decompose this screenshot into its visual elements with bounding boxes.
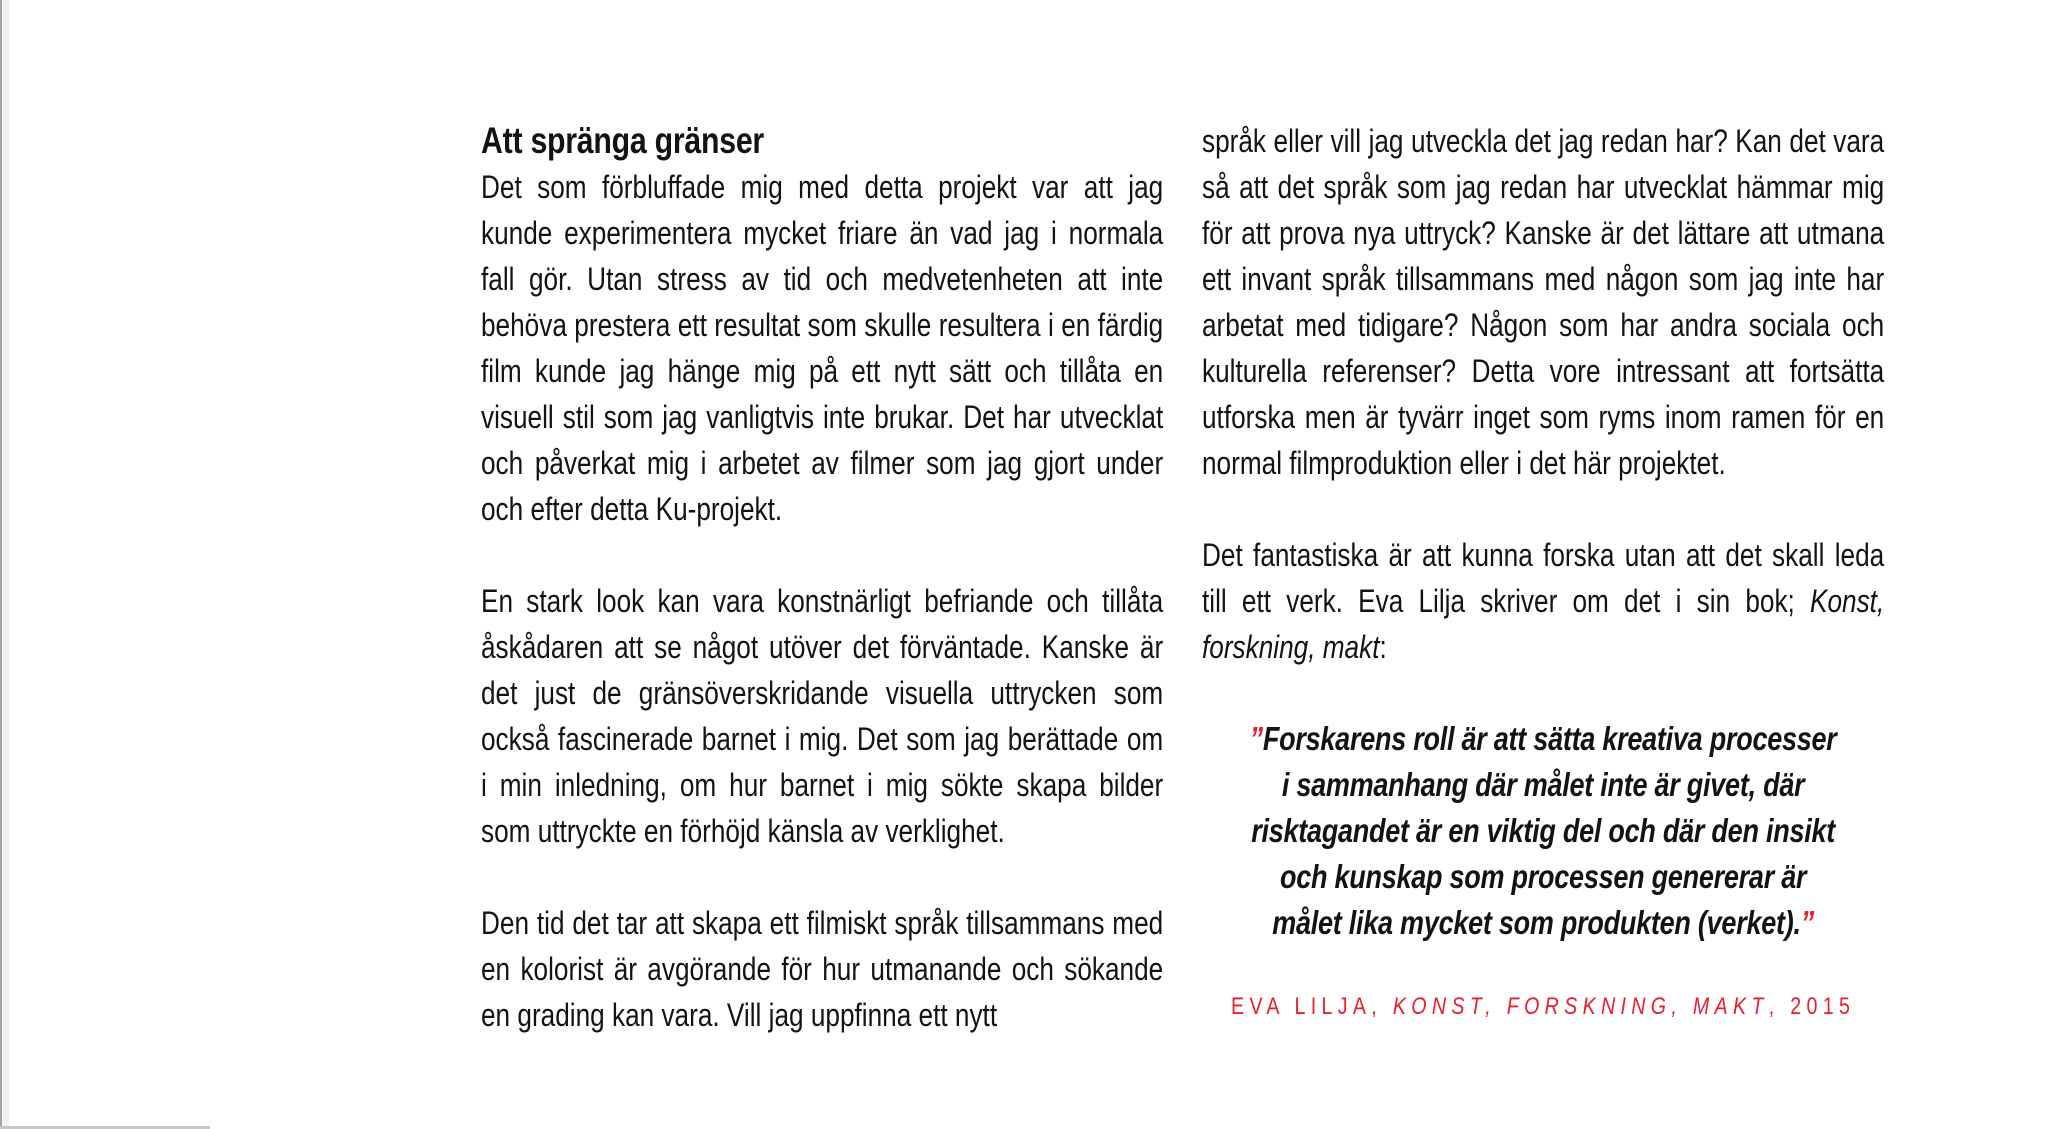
- pull-quote: [1202, 716, 1884, 946]
- citation-line: [1202, 992, 1884, 1022]
- open-quote-mark: ”: [1249, 720, 1263, 757]
- lead-in-colon: :: [1379, 629, 1387, 665]
- right-text-column: [1202, 118, 1884, 1022]
- body-paragraph: En stark look kan vara konstnärligt befriande och tillåta åskådaren att se något utöver det förväntade. Kanske är det just de gränsöverskridande visuella uttrycken som också fascinerade barnet i mig. Det som jag berättade om i min inledning, om hur barnet i mig sökte skapa bilder som uttryckte en förhöjd känsla av verklighet.: [481, 583, 1164, 849]
- citation-work: KONST, FORSKNING, MAKT: [1392, 993, 1769, 1020]
- body-paragraph: Det som förbluffade mig med detta projekt var att jag kunde experimentera mycket friare än vad jag i normala fall gör. Utan stress av tid och medvetenheten att inte behöva prestera ett resultat som skulle resultera i en färdig film kunde jag hänge mig på ett nytt sätt och tillåta en visuell stil som jag vanligtvis inte brukar. Det har utvecklat och påverkat mig i arbetet av filmer som jag gjort under och efter detta Ku-projekt.: [481, 169, 1164, 527]
- section-title: Att spränga gränser: [481, 120, 764, 161]
- pull-quote-text: Forskarens roll är att sätta kreativa processer i sammanhang där målet inte är givet, där risktagandet är en viktig del och där den insikt och kunskap som processen genererar är målet lika mycket som produkten (verket).: [1251, 720, 1837, 941]
- body-paragraph: språk eller vill jag utveckla det jag redan har? Kan det vara så att det språk som jag redan har utvecklat hämmar mig för att prova nya uttryck? Kanske är det lättare att utmana ett invant språk tillsammans med någon som jag inte har arbetat med tidigare? Någon som har andra sociala och kulturella referenser? Detta vore intressant att fortsätta utforska men är tyvärr inget som ryms inom ramen för en normal filmproduktion eller i det här projektet.: [1202, 123, 1885, 481]
- window-left-edge-shadow: [2, 0, 9, 1129]
- citation-author: EVA LILJA,: [1231, 993, 1393, 1020]
- body-paragraph-lead-in: [1202, 532, 1884, 670]
- citation-year: , 2015: [1768, 993, 1856, 1020]
- book-title-inline: Konst, forskning, makt: [1202, 583, 1885, 665]
- left-text-column: [481, 118, 1163, 1038]
- body-paragraph: Den tid det tar att skapa ett filmiskt språk tillsammans med en kolorist är avgörande för hur utmanande och sökande en grading kan vara. Vill jag uppfinna ett nytt: [481, 905, 1164, 1033]
- close-quote-mark: ”: [1800, 904, 1814, 941]
- lead-in-text: Det fantastiska är att kunna forska utan att det skall leda till ett verk. Eva Lilja skriver om det i sin bok;: [1202, 537, 1885, 619]
